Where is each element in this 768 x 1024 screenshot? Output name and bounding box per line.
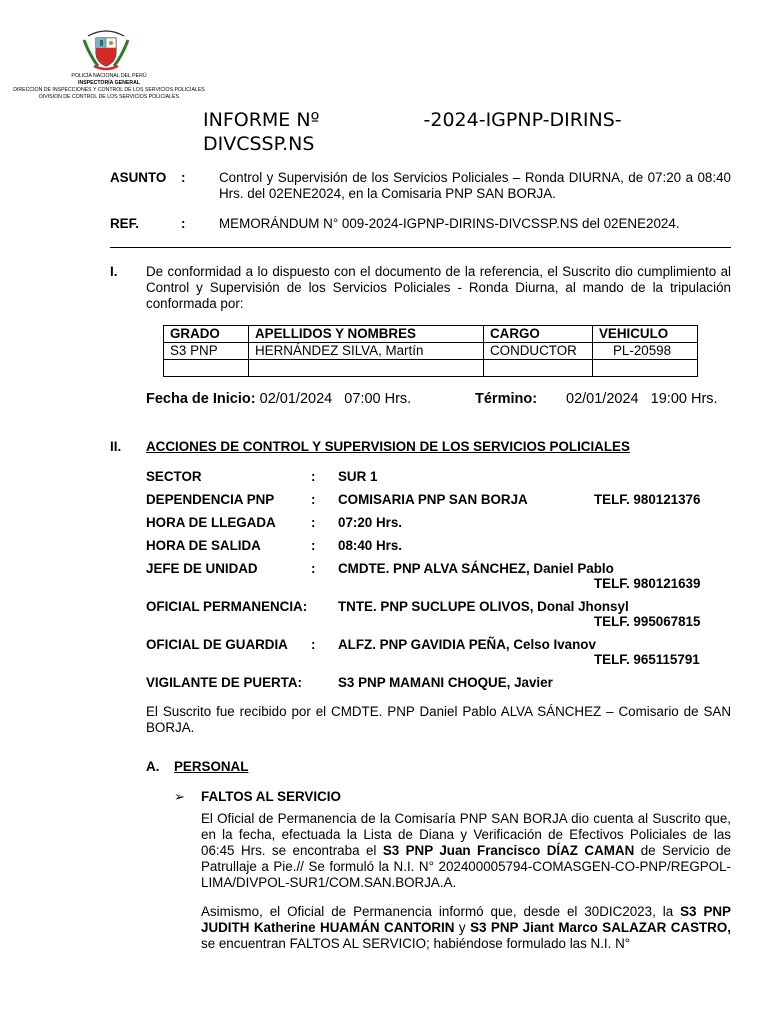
field-colon: : — [311, 538, 316, 553]
field-telf: TELF. 995067815 — [594, 614, 701, 629]
text-run: se encuentran FALTOS AL SERVICIO; habiéndose formulado las N.I. N° — [201, 936, 631, 951]
officer-name: S3 PNP Jiant Marco SALAZAR CASTRO, — [470, 920, 731, 935]
ref-label: REF. — [110, 216, 140, 231]
table-row — [164, 360, 698, 377]
arrow-bullet-icon: ➢ — [174, 789, 185, 804]
field-label: DEPENDENCIA PNP — [146, 492, 275, 507]
end-date-value: 02/01/2024 19:00 Hrs. — [566, 391, 718, 407]
table-cell — [484, 360, 593, 377]
report-title — [203, 108, 673, 156]
national-seal-icon — [80, 26, 132, 74]
table-header-row — [164, 326, 698, 343]
faltos-paragraph-1 — [201, 811, 731, 891]
faltos-title: FALTOS AL SERVICIO — [201, 789, 341, 804]
section-number: II. — [110, 439, 122, 454]
end-date-label: Término: — [475, 391, 538, 407]
section-2-title: ACCIONES DE CONTROL Y SUPERVISION DE LOS SERVICIOS POLICIALES — [146, 439, 630, 454]
table-cell — [593, 360, 698, 377]
table-header-cell: GRADO — [164, 326, 249, 343]
field-value: 07:20 Hrs. — [338, 515, 403, 530]
title-right: -2024-IGPNP-DIRINS- — [423, 109, 622, 131]
field-telf: TELF. 980121376 — [594, 492, 701, 507]
field-label: SECTOR — [146, 469, 202, 484]
faltos-paragraph-2 — [201, 904, 731, 952]
ref-colon: : — [181, 216, 186, 231]
field-telf: TELF. 965115791 — [594, 652, 700, 667]
field-label: OFICIAL DE GUARDIA — [146, 637, 288, 652]
table-cell: PL-20598 — [593, 343, 698, 360]
field-label: VIGILANTE DE PUERTA: — [146, 675, 302, 690]
table-header-cell: CARGO — [484, 326, 593, 343]
start-date-label: Fecha de Inicio: — [146, 391, 256, 407]
start-date-value: 02/01/2024 07:00 Hrs. — [259, 391, 412, 407]
asunto-colon: : — [181, 170, 186, 185]
field-colon: : — [311, 469, 316, 484]
field-value: COMISARIA PNP SAN BORJA — [338, 492, 528, 507]
table-cell: CONDUCTOR — [484, 343, 593, 360]
asunto-text: Control y Supervisión de los Servicios Policiales – Ronda DIURNA, de 07:20 a 08:40 Hrs. del 02ENE2024, en la Comisaria PNP SAN BORJA. — [219, 170, 731, 201]
table-header-cell: VEHICULO — [593, 326, 698, 343]
table-cell: HERNÁNDEZ SILVA, Martín — [249, 343, 484, 360]
field-label: JEFE DE UNIDAD — [146, 561, 258, 576]
officer-name: S3 PNP Juan Francisco DÍAZ CAMAN — [382, 843, 635, 858]
ref-text: MEMORÁNDUM N° 009-2024-IGPNP-DIRINS-DIVCSSP.NS del 02ENE2024. — [219, 216, 680, 231]
institution-line: INSPECTORÍA GENERAL — [78, 80, 140, 86]
title-left: INFORME Nº — [203, 109, 320, 131]
divider — [110, 247, 731, 248]
text-run: Asimismo, el Oficial de Permanencia informó que, desde el 30DIC2023, la — [201, 904, 681, 919]
reception-text: El Suscrito fue recibido por el CMDTE. PNP Daniel Pablo ALVA SÁNCHEZ – Comisario de SAN BORJA. — [146, 704, 731, 735]
field-telf: TELF. 980121639 — [594, 576, 701, 591]
field-value: SUR 1 — [338, 469, 378, 484]
field-colon: : — [311, 561, 316, 576]
section-1-text: De conformidad a lo dispuesto con el documento de la referencia, el Suscrito dio cumplimiento al Control y Supervisión de los Servicios Policiales - Ronda Diurna, al mando de la tripulación conformada por: — [146, 264, 731, 311]
table-cell: S3 PNP — [164, 343, 249, 360]
field-value: 08:40 Hrs. — [338, 538, 403, 553]
field-colon: : — [311, 637, 316, 652]
institution-line: DIRECCION DE INSPECCIONES Y CONTROL DE LOS SERVICIOS POLICIALES — [13, 87, 205, 93]
text-run: de Servicio de Patrullaje a Pie.// Se formuló la N.I. N° 202400005794-COMASGEN-CO-PNP/REGPOL-LIMA/DIVPOL-SUR1/COM.SAN.BORJA.A. — [201, 843, 731, 890]
field-colon: : — [311, 515, 316, 530]
text-run: El Oficial de Permanencia de la Comisaría PNP SAN BORJA dio cuenta al Suscrito que, en la fecha, efectuada la Lista de Diana y Verificación de Efectivos Policiales de las 06:45 Hrs. se encontraba el — [201, 811, 731, 858]
institution-line: POLICÍA NACIONAL DEL PERÚ — [71, 73, 147, 79]
field-label: HORA DE LLEGADA — [146, 515, 276, 530]
text-run: y — [454, 920, 471, 935]
table-header-cell: APELLIDOS Y NOMBRES — [249, 326, 484, 343]
field-value: S3 PNP MAMANI CHOQUE, Javier — [338, 675, 553, 690]
section-a-title: PERSONAL — [174, 759, 249, 774]
section-letter: A. — [146, 759, 160, 774]
start-date — [146, 391, 411, 407]
field-label: OFICIAL PERMANENCIA: — [146, 599, 308, 614]
title-line2: DIVCSSP.NS — [203, 133, 315, 155]
field-label: HORA DE SALIDA — [146, 538, 261, 553]
table-row — [164, 343, 698, 360]
field-value: ALFZ. PNP GAVIDIA PEÑA, Celso Ivanov — [338, 637, 596, 652]
section-number: I. — [110, 264, 118, 279]
field-colon: : — [311, 492, 316, 507]
crew-table — [163, 325, 698, 377]
field-value: TNTE. PNP SUCLUPE OLIVOS, Donal Jhonsyl — [338, 599, 629, 614]
institution-line: DIVISION DE CONTROL DE LOS SERVICIOS POLICIALES — [39, 94, 179, 100]
officer-name: S3 PNP JUDITH Katherine HUAMÁN CANTORIN — [201, 904, 731, 935]
table-cell — [164, 360, 249, 377]
asunto-label: ASUNTO — [110, 170, 167, 185]
field-value: CMDTE. PNP ALVA SÁNCHEZ, Daniel Pablo — [338, 561, 614, 576]
table-cell — [249, 360, 484, 377]
